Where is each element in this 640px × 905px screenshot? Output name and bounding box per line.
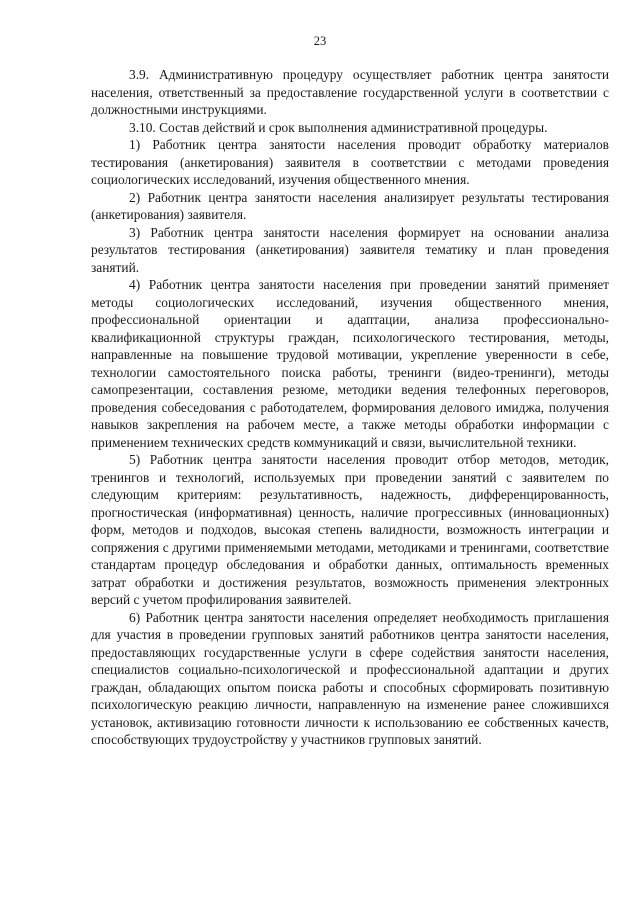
paragraph-3-9: 3.9. Административную процедуру осуществляет работник центра занятости населения, ответственный за предоставление государственной услуги в соответствии с должностными инструкциями. bbox=[91, 67, 609, 117]
list-item-4: 4) Работник центра занятости населения при проведении занятий применяет методы социологических исследований, изучения общественного мнения, профессиональной ориентации и адаптации, анализа профессионально-квалификационной структуры граждан, психологического тестирования, методы, направленные на повышение трудовой мотивации, укрепление уверенности в себе, технологии самостоятельного поиска работы, тренинги (видео-тренинги), методы самопрезентации, составления резюме, методики ведения телефонных переговоров, проведения собеседования с работодателем, формирования делового имиджа, получения навыков закрепления на рабочем месте, а также методы обработки информации с применением технических средств коммуникаций и связи, вычислительной техники. bbox=[91, 277, 609, 450]
document-body bbox=[91, 66, 609, 749]
list-item-1: 1) Работник центра занятости населения проводит обработку материалов тестирования (анкетирования) заявителя в соответствии с методами проведения социологических исследований, изучения общественного мнения. bbox=[91, 137, 609, 187]
page-number: 23 bbox=[313, 34, 327, 48]
list-item-5: 5) Работник центра занятости населения проводит отбор методов, методик, тренингов и технологий, используемых при проведении занятий с заявителем по следующим критериям: результативность, надежность, дифференцированность, прогностическая (информативная) ценность, наличие прогрессивных (инновационных) форм, методов и подходов, высокая степень валидности, возможность интеграции и сопряжения с другими применяемыми методами, методиками и тренингами, соответствие стандартам процедур обследования и обработки данных, оптимальность временных затрат обработки и достижения результатов, возможность применения электронных версий с учетом профилирования заявителей. bbox=[91, 452, 609, 607]
list-item-3: 3) Работник центра занятости населения формирует на основании анализа результатов тестирования (анкетирования) заявителя тематику и план проведения занятий. bbox=[91, 224, 609, 275]
list-item-6: 6) Работник центра занятости населения определяет необходимость приглашения для участия в проведении групповых занятий работников центра занятости населения, предоставляющих государственные услуги в сфере содействия занятости населения, специалистов социально-психологической и профессиональной адаптации и других граждан, обладающих опытом поиска работы и способных сформировать позитивную психологическую реакцию личности, направленную на изменение ранее сложившихся установок, активизацию готовности личности к использованию ее собственных качеств, способствующих трудоустройству у участников групповых занятий. bbox=[91, 609, 609, 747]
list-item-2: 2) Работник центра занятости населения анализирует результаты тестирования (анкетирования) заявителя. bbox=[91, 189, 609, 222]
paragraph-3-10: 3.10. Состав действий и срок выполнения административной процедуры. bbox=[129, 119, 548, 135]
